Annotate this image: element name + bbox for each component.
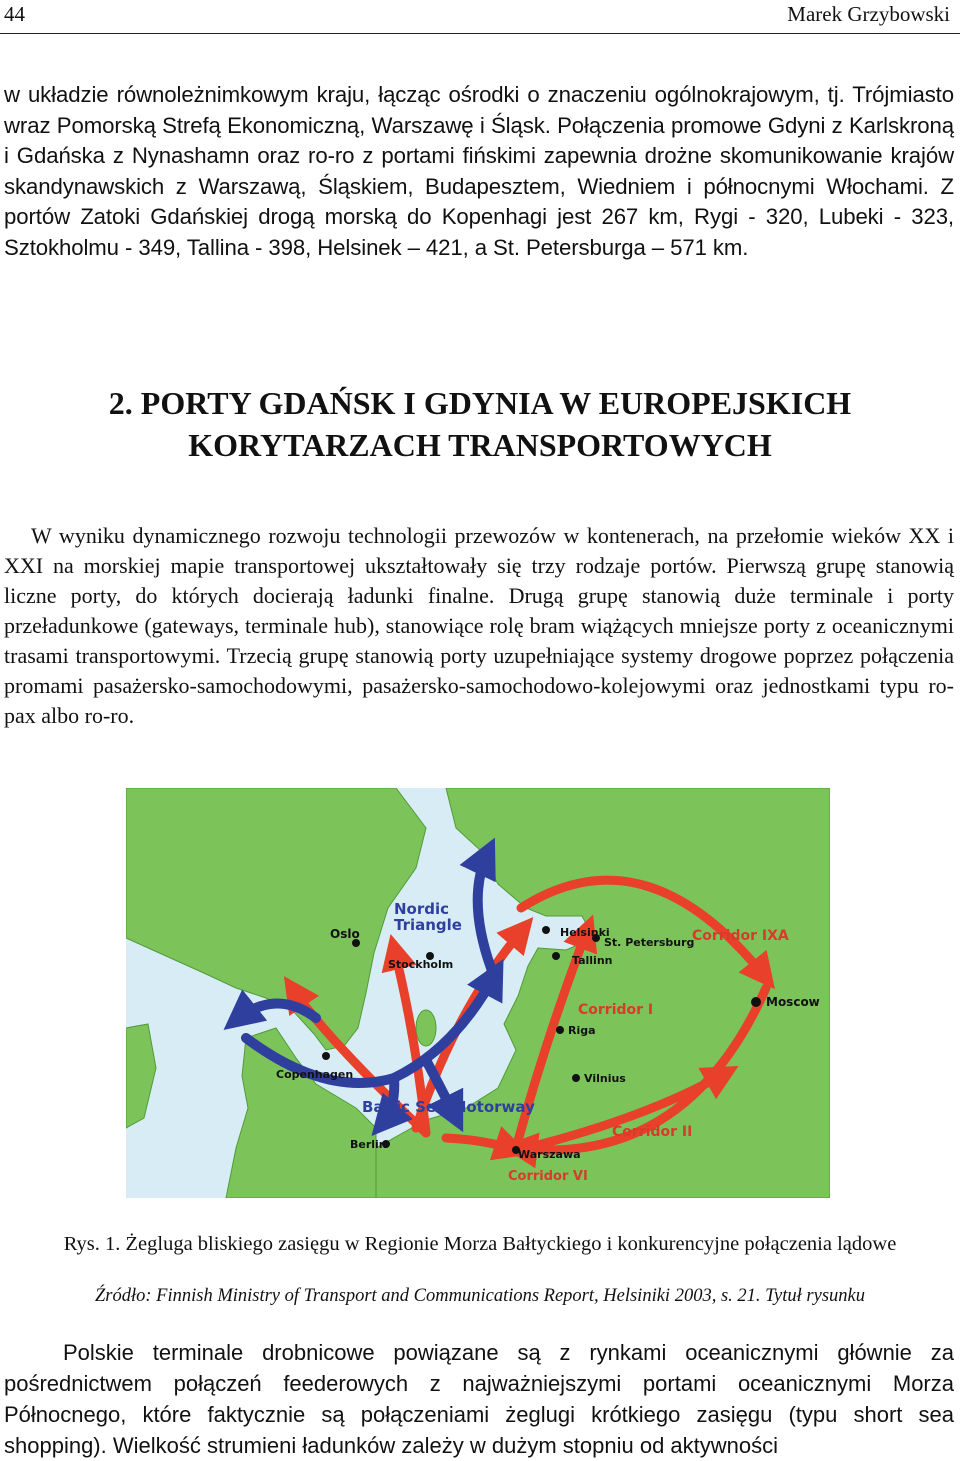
section-heading-line-1: 2. PORTY GDAŃSK I GDYNIA W EUROPEJSKICH xyxy=(108,385,852,421)
label-nordic-triangle-1: Nordic xyxy=(394,900,450,918)
running-head-author: Marek Grzybowski xyxy=(787,2,950,26)
section-heading xyxy=(0,382,960,466)
label-moscow: Moscow xyxy=(766,995,820,1009)
label-helsinki: Helsinki xyxy=(560,926,610,939)
label-baltic-sea-motorway: Baltic Sea Motorway xyxy=(362,1098,535,1116)
paragraph-1: w układzie równoleżnimkowym kraju, łącząc ośrodki o znaczeniu ogólnokrajowym, tj. Trójmiasto wraz Pomorską Strefą Ekonomiczną, Warszawę i Śląsk. Połączenia promowe Gdyni z Karlskroną i Gdańska z Nynashamn oraz ro-ro z portami fińskimi zapewnia drożne skomunikowanie krajów skandynawskich z Warszawą, Śląskiem, Budapesztem, Wiedniem i północnymi Włochami. Z portów Zatoki Gdańskiej drogą morską do Kopenhagi jest 267 km, Rygi - 320, Lubeki - 323, Sztokholmu - 349, Tallina - 398, Helsinek – 421, a St. Petersburga – 571 km. xyxy=(4,82,954,260)
label-copenhagen: Copenhagen xyxy=(276,1068,354,1081)
figure-map xyxy=(126,788,830,1198)
city-dot-helsinki xyxy=(542,926,550,934)
city-dot-riga xyxy=(556,1026,564,1034)
label-corridor-vi: Corridor VI xyxy=(508,1169,588,1184)
paragraph-2: W wyniku dynamicznego rozwoju technologii przewozów w kontenerach, na przełomie wieków XX i XXI na morskiej mapie transportowej ukształtowały się trzy rodzaje portów. Pierwszą grupę stanowią liczne porty, do których docierają ładunki finalne. Drugą grupę stanowią duże terminale i porty przeładunkowe (gateways, terminale hub), stanowiące rolę bram wiążących mniejsze porty z oceanicznymi trasami transportowymi. Trzecią grupę stanowią porty uzupełniające systemy drogowe poprzez połączenia promami pasażersko-samochodowymi, pasażersko-samochodowo-kolejowymi oraz jednostkami typu ro-pax albo ro-ro. xyxy=(4,523,954,728)
label-corridor-ii: Corridor II xyxy=(612,1124,693,1140)
label-stockholm: Stockholm xyxy=(388,958,454,971)
figure-caption: Rys. 1. Żegluga bliskiego zasięgu w Regionie Morza Bałtyckiego i konkurencyjne połączenia lądowe xyxy=(63,1233,897,1255)
label-vilnius: Vilnius xyxy=(584,1072,626,1085)
label-tallinn: Tallinn xyxy=(572,954,613,967)
label-berlin: Berlin xyxy=(350,1138,387,1151)
page-number: 44 xyxy=(4,2,25,26)
label-corridor-i: Corridor I xyxy=(578,1002,654,1018)
label-st-petersburg: St. Petersburg xyxy=(604,936,695,949)
city-dot-tallinn xyxy=(552,952,560,960)
label-oslo: Oslo xyxy=(330,927,360,941)
map-svg xyxy=(126,788,830,1198)
figure-source: Źródło: Finnish Ministry of Transport and Communications Report, Helsiniki 2003, s. 21. Tytuł rysunku xyxy=(95,1286,865,1306)
header-rule xyxy=(0,33,960,34)
paragraph-3: Polskie terminale drobnicowe powiązane są z rynkami oceanicznymi głównie za pośrednictwem połączeń feederowych z najważniejszymi portami oceanicznymi Morza Północnego, które faktycznie są połączeniami żeglugi krótkiego zasięgu (typu short sea shopping). Wielkość strumieni ładunków zależy w dużym stopniu od aktywności xyxy=(4,1340,954,1458)
label-corridor-ixa: Corridor IXA xyxy=(692,928,789,944)
label-warszawa: Warszawa xyxy=(518,1148,581,1161)
city-dot-moscow xyxy=(751,997,761,1007)
label-riga: Riga xyxy=(568,1024,596,1037)
city-dot-copenhagen xyxy=(322,1052,330,1060)
land-gotland xyxy=(416,1010,436,1046)
section-heading-line-2: KORYTARZACH TRANSPORTOWYCH xyxy=(188,427,772,463)
city-dot-vilnius xyxy=(572,1074,580,1082)
label-nordic-triangle-2: Triangle xyxy=(394,916,462,934)
page-header xyxy=(0,0,960,34)
